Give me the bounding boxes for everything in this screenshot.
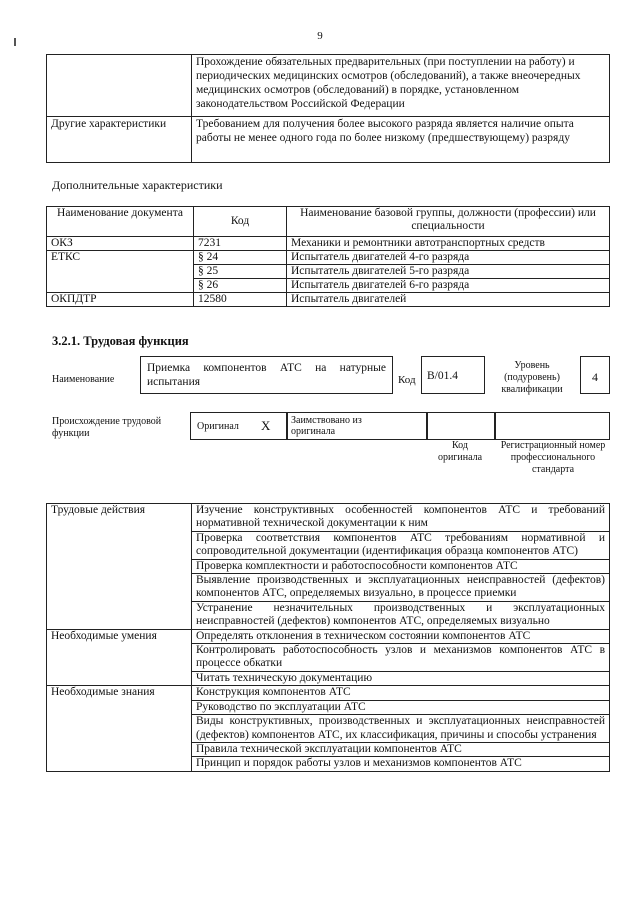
detail-text: Читать техническую документацию (192, 671, 610, 685)
detail-text: Проверка соответствия компонентов АТС требованиям нормативной и сопроводительной документации (идентификация образца компонентов АТС) (192, 531, 610, 559)
detail-text: Конструкция компонентов АТС (192, 686, 610, 700)
additional-characteristics-title: Дополнительные характеристики (52, 178, 223, 192)
row-text: Требованием для получения более высокого разряда является наличие опыта работы не менее одного года по более низкому (предшествующему) разряду (192, 117, 610, 163)
name-cell: Испытатель двигателей 6-го разряда (287, 279, 610, 293)
detail-text: Правила технической эксплуатации компонентов АТС (192, 742, 610, 756)
borrowed-label: Заимствовано из оригинала (291, 415, 362, 437)
section-label-actions: Трудовые действия (47, 504, 192, 630)
row-text: Прохождение обязательных предварительных (при поступлении на работу) и периодических медицинских осмотров (обследований), а также внеочередных медицинских осмотров (обследований) в порядке, установленном законодательством Российской Федерации (192, 55, 610, 117)
table-header-row (47, 207, 610, 237)
section-label-knowledge: Необходимые знания (47, 686, 192, 771)
qualification-level-label: Уровень (подуровень) квалификации (501, 360, 563, 395)
table-row (47, 504, 610, 532)
detail-text: Проверка комплектности и работоспособности компонентов АТС (192, 559, 610, 573)
code-value: B/01.4 (427, 370, 458, 382)
level-box (580, 356, 610, 394)
table-row (47, 686, 610, 700)
borrowed-box (286, 412, 428, 440)
table-row (47, 293, 610, 307)
detail-text: Виды конструктивных, производственных и эксплуатационных неисправностей (дефектов) компонентов АТС, их классификация, причины и способы устранения (192, 715, 610, 743)
origin-code-box (426, 412, 496, 440)
page-number: 9 (317, 30, 323, 42)
code-label: Код (398, 374, 416, 386)
row-label: Другие характеристики (47, 117, 192, 163)
name-cell: Механики и ремонтники автотранспортных средств (287, 237, 610, 251)
reg-number-label: Регистрационный номер профессионального стандарта (500, 440, 606, 475)
detail-text: Принцип и порядок работы узлов и механизмов компонентов АТС (192, 757, 610, 771)
column-header: Код (194, 207, 287, 237)
name-cell: Испытатель двигателей 4-го разряда (287, 251, 610, 265)
code-cell: 12580 (194, 293, 287, 307)
column-header: Наименование базовой группы, должности (профессии) или специальности (287, 207, 610, 237)
section-label-skills: Необходимые умения (47, 629, 192, 686)
origin-label: Происхождение трудовой функции (52, 416, 162, 439)
additional-characteristics-table (46, 206, 610, 307)
table-row (47, 117, 610, 163)
table-row (47, 237, 610, 251)
column-header: Наименование документа (47, 207, 194, 237)
original-label: Оригинал (197, 421, 239, 432)
code-cell: § 26 (194, 279, 287, 293)
code-cell: 7231 (194, 237, 287, 251)
table-row (47, 251, 610, 265)
function-name-value: Приемка компонентов АТС на натурные испытания (147, 362, 386, 388)
table-row (47, 629, 610, 643)
name-cell: Испытатель двигателей 5-го разряда (287, 265, 610, 279)
row-label (47, 55, 192, 117)
reg-number-box (494, 412, 610, 440)
code-box (421, 356, 485, 394)
code-cell: § 24 (194, 251, 287, 265)
table-row (47, 55, 610, 117)
doc-cell: ЕТКС (47, 251, 194, 293)
original-mark: X (261, 418, 271, 433)
section-title: 3.2.1. Трудовая функция (52, 334, 189, 348)
requirements-table (46, 54, 610, 163)
detail-text: Руководство по эксплуатации АТС (192, 700, 610, 714)
detail-text: Устранение незначительных производственных и эксплуатационных неисправностей (дефектов) компонентов АТС, определяемых визуально (192, 601, 610, 629)
origin-code-label: Код оригинала (437, 440, 483, 463)
doc-cell: ОКЗ (47, 237, 194, 251)
detail-text: Контролировать работоспособность узлов и механизмов компонентов АТС в процессе обкатки (192, 644, 610, 672)
level-value: 4 (592, 370, 598, 384)
function-details-table (46, 503, 610, 772)
name-label: Наименование (52, 374, 115, 385)
name-cell: Испытатель двигателей (287, 293, 610, 307)
detail-text: Определять отклонения в техническом состоянии компонентов АТС (192, 629, 610, 643)
function-name-box (140, 356, 393, 394)
detail-text: Выявление производственных и эксплуатационных неисправностей (дефектов) компонентов АТС, определяемых визуально, в процессе приемки (192, 574, 610, 602)
original-box (190, 412, 288, 440)
detail-text: Изучение конструктивных особенностей компонентов АТС и требований нормативной технической документации к ним (192, 504, 610, 532)
doc-cell: ОКПДТР (47, 293, 194, 307)
code-cell: § 25 (194, 265, 287, 279)
